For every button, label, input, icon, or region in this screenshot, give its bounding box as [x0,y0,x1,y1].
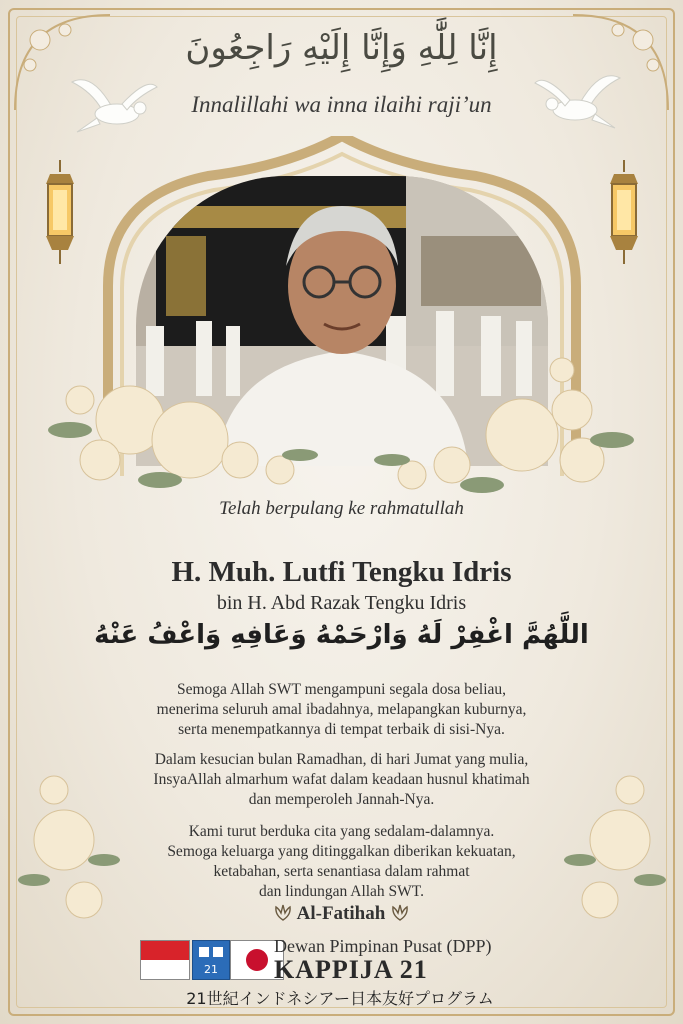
al-fatihah-label: Al-Fatihah [296,903,386,924]
deceased-name: H. Muh. Lutfi Tengku Idris [171,556,512,588]
organization-line: Dewan Pimpinan Pusat (DPP) [274,936,492,956]
paragraph-condolence [100,822,583,902]
deceased-parent: bin H. Abd Razak Tengku Idris [216,592,467,614]
organization-name: KAPPIJA 21 [274,955,428,984]
lantern-right-icon [604,160,644,270]
lantern-left-icon [40,160,80,270]
kappija-logo-mark [193,941,229,979]
praying-hands-icon [390,903,410,921]
rose-bouquet-right [372,340,642,500]
passed-away-subtitle: Telah berpulang ke rahmatullah [219,498,464,519]
paragraph-ramadhan [100,750,583,810]
transliteration-heading: Innalillahi wa inna ilaihi raji’un [191,92,492,117]
paragraph-line: menerima seluruh amal ibadahnya, melapangkan kuburnya, [156,701,527,718]
kappija-logo [192,940,230,980]
dove-left-icon [62,62,162,142]
organization-footer [140,936,540,1016]
paragraph-line: InsyaAllah almarhum wafat dalam keadaan husnul khatimah [153,771,530,788]
paragraph-line: Dalam kesucian bulan Ramadhan, di hari Jumat yang mulia, [154,751,529,768]
praying-hands-icon [273,903,293,921]
logo-number: 21 [204,963,218,976]
rose-bouquet-left [40,330,330,500]
arabic-heading: إِنَّا لِلَّٰهِ وَإِنَّا إِلَيْهِ رَاجِعُونَ [185,28,498,68]
dove-right-icon [530,58,630,138]
paragraph-line: Semoga keluarga yang ditinggalkan diberikan kekuatan, [167,843,516,860]
al-fatihah-line [0,903,683,925]
arabic-prayer: اللَّهُمَّ اغْفِرْ لَهُ وَارْحَمْهُ وَعَافِهِ وَاعْفُ عَنْهُ [94,620,589,650]
paragraph-prayer [100,680,583,740]
paragraph-line: dan memperoleh Jannah-Nya. [248,791,435,808]
indonesia-flag-icon [140,940,190,980]
paragraph-line: dan lindungan Allah SWT. [258,883,425,900]
program-japanese-name: 21世紀インドネシアー日本友好プログラム [186,989,494,1008]
paragraph-line: ketabahan, serta senantiasa dalam rahmat [213,863,470,880]
paragraph-line: Semoga Allah SWT mengampuni segala dosa beliau, [176,681,507,698]
paragraph-line: serta menempatkannya di tempat terbaik di sisi-Nya. [178,721,505,738]
paragraph-line: Kami turut berduka cita yang sedalam-dalamnya. [188,823,495,840]
